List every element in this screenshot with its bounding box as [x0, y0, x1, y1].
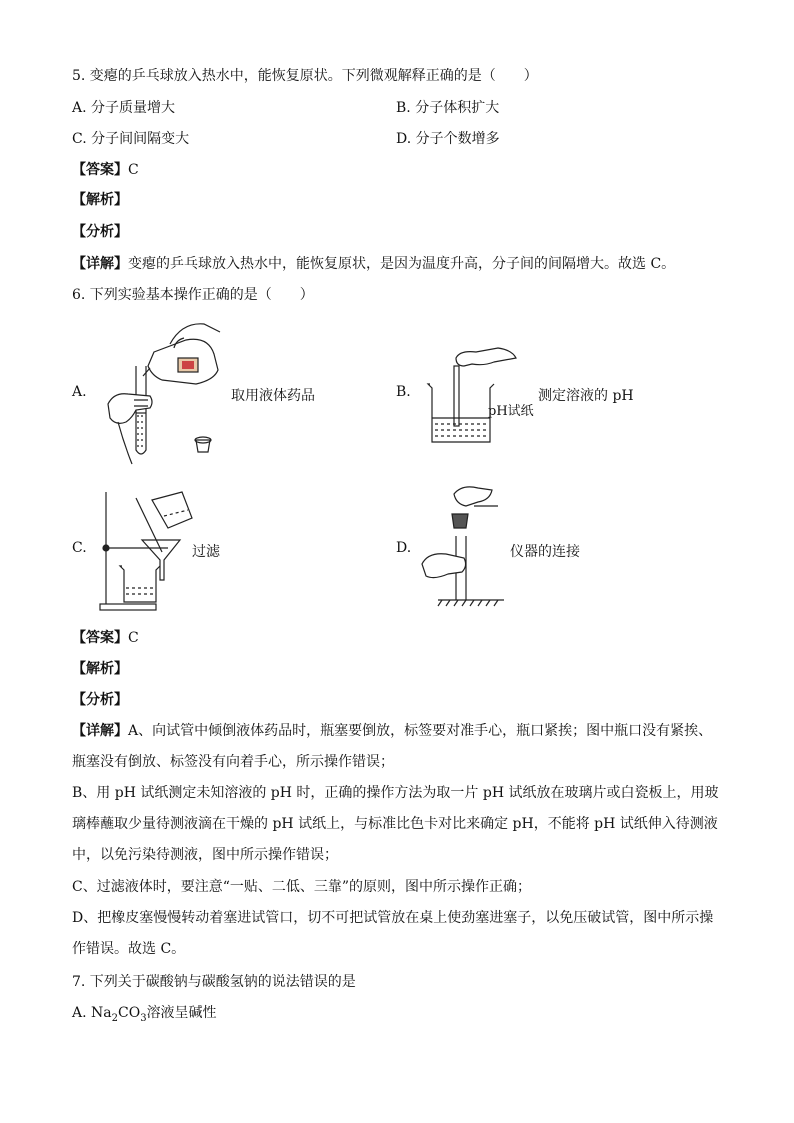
q6-analysis-tag: 【解析】	[72, 661, 128, 677]
q6-option-a-letter: A.	[72, 384, 87, 400]
q6-option-c-caption: 过滤	[192, 544, 220, 560]
q5-fenxi-tag: 【分析】	[72, 224, 128, 240]
q5-detail	[72, 254, 675, 274]
formula-suffix: 溶液呈碱性	[146, 1005, 217, 1021]
q5-option-a: A. 分子质量增大	[72, 100, 176, 116]
q6-stem: 6. 下列实验基本操作正确的是（ ）	[72, 287, 314, 303]
q5-answer	[72, 160, 139, 180]
q6-option-a-caption: 取用液体药品	[231, 388, 315, 404]
formula-subscript: 2	[111, 1012, 118, 1024]
q6-option-d-caption: 仪器的连接	[510, 544, 580, 560]
answer-value: C	[128, 162, 139, 178]
q6-option-c-letter: C.	[72, 540, 87, 556]
q5-analysis-tag: 【解析】	[72, 192, 128, 208]
detail-a-text: A、向试管中倾倒液体药品时，瓶塞要倒放，标签要对准手心，瓶口紧挨；图中瓶口没有紧挨、瓶塞没有倒放、标签没有向着手心，所示操作错误；	[72, 723, 713, 770]
q7-option-a	[72, 1003, 217, 1029]
q6-option-d-letter: D.	[396, 540, 412, 556]
q5-option-c: C. 分子间间隔变大	[72, 131, 190, 147]
q6-detail-d: D、把橡皮塞慢慢转动着塞进试管口，切不可把试管放在桌上使劲塞进塞子，以免压破试管，图中所示操作错误。故选 C。	[72, 910, 714, 957]
q6-figure-a-pouring-liquid	[96, 318, 226, 466]
q6-detail-a	[72, 716, 722, 778]
formula-prefix: A. Na	[72, 1005, 112, 1021]
q6-answer	[72, 628, 139, 648]
detail-tag: 【详解】	[72, 723, 128, 739]
q6-figure-d-stopper-connection	[418, 484, 518, 608]
answer-tag: 【答案】	[72, 630, 128, 646]
q7-stem: 7. 下列关于碳酸钠与碳酸氢钠的说法错误的是	[72, 974, 356, 990]
q5-option-b: B. 分子体积扩大	[396, 100, 500, 116]
q6-figure-c-filtration	[96, 488, 196, 614]
formula-subscript: 3	[140, 1012, 147, 1024]
q5-option-d: D. 分子个数增多	[396, 131, 500, 147]
detail-tag: 【详解】	[72, 256, 128, 272]
q6-detail-c: C、过滤液体时，要注意“一贴、二低、三靠”的原则，图中所示操作正确；	[72, 879, 532, 895]
answer-value: C	[128, 630, 139, 646]
q6-option-b-fig-label: pH试纸	[488, 404, 534, 419]
q6-figure-b-ph-paper	[424, 344, 524, 448]
q6-option-b-caption: 测定溶液的 pH	[538, 388, 634, 404]
q5-stem: 5. 变瘪的乒乓球放入热水中，能恢复原状。下列微观解释正确的是（ ）	[72, 68, 538, 84]
formula-mid: CO	[117, 1005, 141, 1021]
q6-detail-b: B、用 pH 试纸测定未知溶液的 pH 时，正确的操作方法为取一片 pH 试纸放在玻璃片或白瓷板上，用玻璃棒蘸取少量待测液滴在干燥的 pH 试纸上，与标准比色卡对比来确定 pH，不能将 pH 试纸伸入待测液中，以免污染待测液，图中所示操作错误；	[72, 785, 719, 863]
q6-fenxi-tag: 【分析】	[72, 692, 128, 708]
q6-option-b-letter: B.	[396, 384, 411, 400]
detail-text: 变瘪的乒乓球放入热水中，能恢复原状，是因为温度升高，分子间的间隔增大。故选 C。	[128, 256, 676, 272]
answer-tag: 【答案】	[72, 162, 128, 178]
